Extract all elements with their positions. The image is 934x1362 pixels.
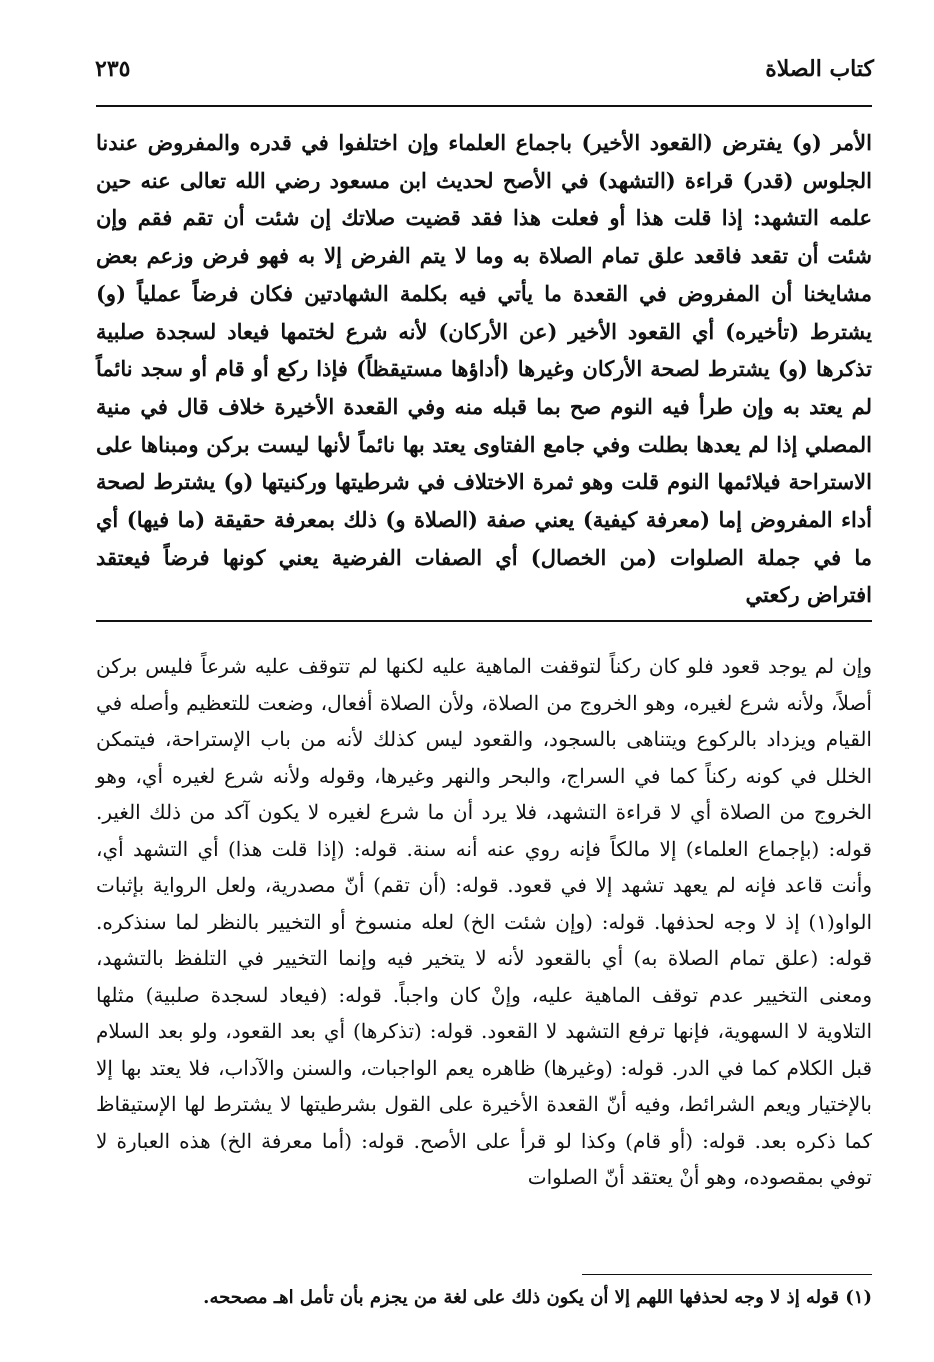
main-text-block	[96, 124, 872, 614]
footnote-text: (١) قوله إذ لا وجه لحذفها اللهم إلا أن يكون ذلك على لغة من يجزم بأن تأمل اهـ مصححه.	[203, 1287, 872, 1308]
footnote-rule	[582, 1274, 872, 1275]
footnote	[96, 1283, 872, 1313]
header-rule	[96, 105, 872, 107]
book-title: كتاب الصلاة	[765, 56, 874, 82]
main-text: الأمر (و) يفترض (القعود الأخير) باجماع العلماء وإن اختلفوا في قدره والمفروض عندنا الجلوس (قدر) قراءة (التشهد) في الأصح لحديث ابن مسعود رضي الله تعالى عنه حين علمه التشهد: إذا قلت هذا أو فعلت هذا فقد قضيت صلاتك إن شئت أن تقم فقم وإن شئت أن تقعد فاقعد علق تمام الصلاة به وما لا يتم الفرض إلا به فهو فرض وزعم بعض مشايخنا أن المفروض في القعدة ما يأتي فيه بكلمة الشهادتين فكان فرضاً عملياً (و) يشترط (تأخيره) أي القعود الأخير (عن الأركان) لأنه شرع لختمها فيعاد لسجدة صلبية تذكرها (و) يشترط لصحة الأركان وغيرها (أداؤها مستيقظاً) فإذا ركع أو قام أو سجد نائماً لم يعتد به وإن طرأ فيه النوم صح بما قبله منه وفي القعدة الأخيرة خلاف قال في منية المصلي إذا لم يعدها بطلت وفي جامع الفتاوى يعتد بها نائماً لأنها ليست بركن ومبناها على الاستراحة فيلائمها النوم قلت وهو ثمرة الاختلاف في شرطيتها وركنيتها (و) يشترط لصحة أداء المفروض إما (معرفة كيفية) يعني صفة (الصلاة و) ذلك بمعرفة حقيقة (ما فيها) أي ما في جملة الصلوات (من الخصال) أي الصفات الفرضية يعني كونها فرضاً فيعتقد افتراض ركعتي	[96, 130, 872, 608]
section-divider	[96, 620, 872, 622]
commentary-text: وإن لم يوجد قعود فلو كان ركناً لتوقفت الماهية عليه لكنها لم تتوقف عليه شرعاً فليس بركن أصلاً، ولأنه شرع لغيره، وهو الخروج من الصلاة، ولأن الصلاة أفعال، وضعت للتعظيم وأصله في القيام ويزداد بالركوع ويتناهى بالسجود، والقعود ليس كذلك لأنه من باب الإستراحة، فيتمكن الخلل في كونه ركناً كما في السراج، والبحر والنهر وغيرها، وقوله ولأنه شرع لغيره أي، وهو الخروج من الصلاة أي لا قراءة التشهد، فلا يرد أن ما شرع لغيره لا يكون آكد من ذلك الغير. قوله: (بإجماع العلماء) إلا مالكاً فإنه روي عنه أنه سنة. قوله: (إذا قلت هذا) أي التشهد أي، وأنت قاعد فإنه لم يعهد تشهد إلا في قعود. قوله: (أن تقم) أنّ مصدرية، ولعل الرواية بإثبات الواو(١) إذ لا وجه لحذفها. قوله: (وإن شئت الخ) لعله منسوخ أو التخيير بالنظر لما سنذكره. قوله: (علق تمام الصلاة به) أي بالقعود لأنه لا يتخير فيه وإنما التخيير في التلفظ بالتشهد، ومعنى التخيير عدم توقف الماهية عليه، وإنْ كان واجباً. قوله: (فيعاد لسجدة صلبية) مثلها التلاوية لا السهوية، فإنها ترفع التشهد لا القعود. قوله: (تذكرها) أي بعد القعود، ولو بعد السلام قبل الكلام كما في الدر. قوله: (وغيرها) ظاهره يعم الواجبات، والسنن والآداب، فلا يعتد بها إلا بالإختيار ويعم الشرائط، وفيه أنّ القعدة الأخيرة على القول بشرطيتها لا يشترط لها الإستيقاظ كما ذكره بعد. قوله: (أو قام) وكذا لو قرأ على الأصح. قوله: (أما معرفة الخ) هذه العبارة لا توفي بمقصوده، وهو أنْ يعتقد أنّ الصلوات	[96, 654, 873, 1189]
page-number: ٢٣٥	[95, 56, 131, 82]
commentary-block	[96, 648, 872, 1196]
page-header	[95, 56, 874, 96]
